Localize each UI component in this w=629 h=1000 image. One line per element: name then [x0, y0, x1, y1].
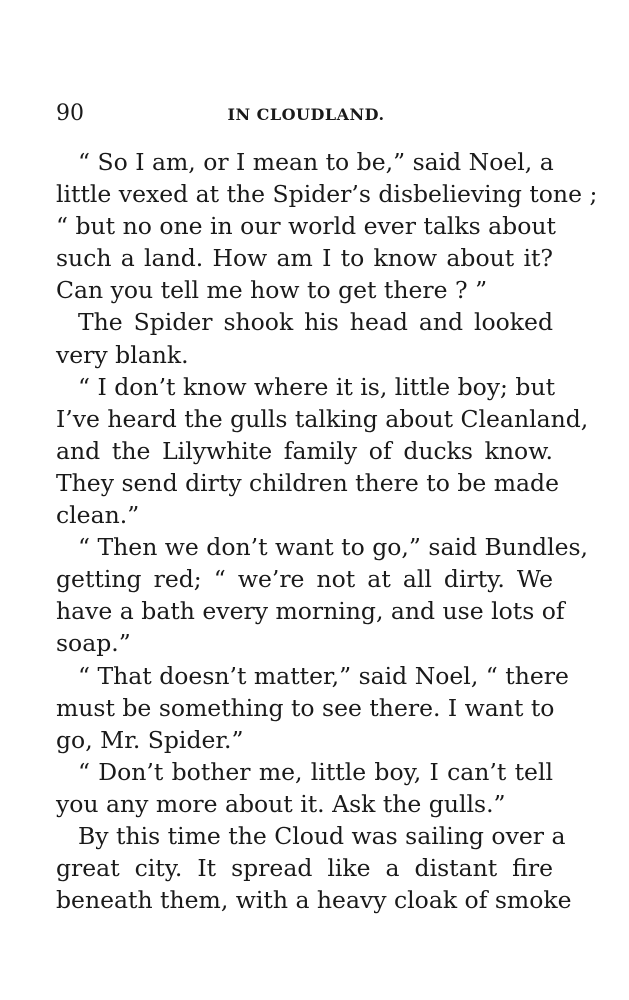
text-line: “ That doesn’t matter,” said Noel, “ there — [78, 661, 569, 690]
text-line: soap.” — [56, 629, 131, 658]
text-line: beneath them, with a heavy cloak of smoke — [56, 886, 572, 915]
text-line: clean.” — [56, 501, 140, 530]
text-line: such a land. How am I to know about it? — [56, 244, 553, 273]
text-line: “ I don’t know where it is, little boy; but — [78, 372, 556, 401]
page-header — [56, 100, 556, 128]
text-line: little vexed at the Spider’s disbelieving tone ; — [56, 180, 598, 209]
text-line: “ Don’t bother me, little boy, I can’t tell — [78, 757, 553, 786]
text-line: very blank. — [56, 340, 189, 369]
text-line: “ Then we don’t want to go,” said Bundles, — [78, 533, 589, 562]
text-line: great city. It spread like a distant fire — [56, 854, 553, 883]
text-line: The Spider shook his head and looked — [78, 308, 553, 337]
text-line: and the Lilywhite family of ducks know. — [56, 436, 553, 465]
text-line: have a bath every morning, and use lots of — [56, 597, 565, 626]
text-line: Can you tell me how to get there ? ” — [56, 276, 488, 305]
page-number: 90 — [56, 101, 84, 126]
text-line: They send dirty children there to be made — [56, 468, 560, 497]
text-line: I’ve heard the gulls talking about Cleanland, — [56, 404, 589, 433]
text-line: “ So I am, or I mean to be,” said Noel, a — [78, 148, 554, 176]
text-line: go, Mr. Spider.” — [56, 725, 244, 754]
text-line: “ but no one in our world ever talks about — [56, 212, 556, 241]
text-line: By this time the Cloud was sailing over a — [78, 821, 566, 850]
running-head: IN CLOUDLAND. — [227, 105, 385, 124]
body-text — [56, 146, 598, 916]
text-line: must be something to see there. I want to — [56, 693, 555, 722]
text-line: you any more about it. Ask the gulls.” — [56, 789, 506, 818]
text-line: getting red; “ we’re not at all dirty. We — [56, 565, 553, 594]
